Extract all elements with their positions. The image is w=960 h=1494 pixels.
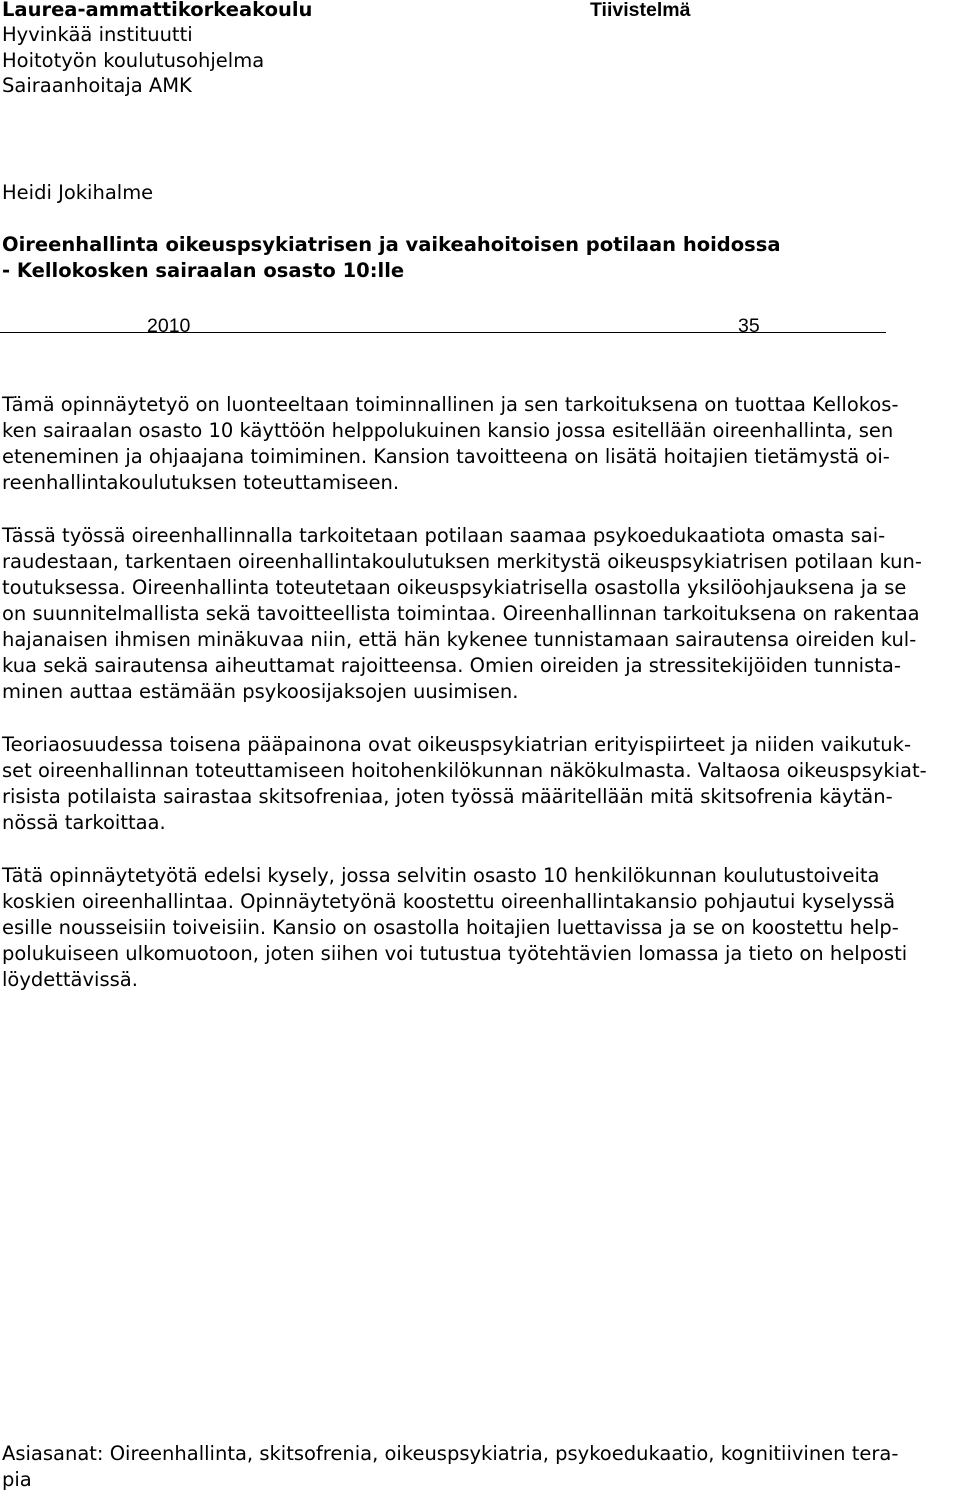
abstract-p2-line: Tässä työssä oireenhallinnalla tarkoitetaan potilaan saamaa psykoedukaatiota omasta sai- bbox=[2, 524, 886, 547]
abstract-p2-line: minen auttaa estämään psykoosijaksojen uusimisen. bbox=[2, 680, 519, 703]
abstract-p4-line: polukuiseen ulkomuotoon, joten siihen voi tutustua työtehtävien lomassa ja tieto on helposti bbox=[2, 942, 908, 965]
author-name: Heidi Jokihalme bbox=[2, 181, 154, 204]
abstract-p3-line: nössä tarkoittaa. bbox=[2, 811, 166, 834]
publication-year: 2010 bbox=[147, 315, 191, 337]
abstract-p1-line: ken sairaalan osasto 10 käyttöön helppolukuinen kansio jossa esitellään oireenhallinta, sen bbox=[2, 419, 894, 442]
degree-name: Sairaanhoitaja AMK bbox=[2, 74, 192, 97]
abstract-p2-line: hajanaisen ihmisen minäkuvaa niin, että hän kykenee tunnistamaan sairautensa oireiden kul- bbox=[2, 628, 917, 651]
abstract-p3-line: Teoriaosuudessa toisena pääpainona ovat oikeuspsykiatrian erityispiirteet ja niiden vaikutuk- bbox=[2, 733, 911, 756]
abstract-p3-line: risista potilaista sairastaa skitsofreniaa, joten työssä määritellään mitä skitsofrenia käytän- bbox=[2, 785, 893, 808]
abstract-p1-line: Tämä opinnäytetyö on luonteeltaan toiminnallinen ja sen tarkoituksena on tuottaa Kellokos- bbox=[2, 393, 899, 416]
abstract-p1-line: eteneminen ja ohjaajana toimiminen. Kansion tavoitteena on lisätä hoitajien tietämystä oi- bbox=[2, 445, 890, 468]
keywords-line-2: pia bbox=[2, 1468, 32, 1491]
abstract-p2-line: raudestaan, tarkentaen oireenhallintakoulutuksen merkitystä oikeuspsykiatrisen potilaan kun- bbox=[2, 550, 922, 573]
keywords-line-1: Asiasanat: Oireenhallinta, skitsofrenia, oikeuspsykiatria, psykoedukaatio, kognitiivinen tera- bbox=[2, 1442, 899, 1465]
thesis-title-line-2: - Kellokosken sairaalan osasto 10:lle bbox=[2, 259, 405, 282]
abstract-p1-line: reenhallintakoulutuksen toteuttamiseen. bbox=[2, 471, 400, 494]
abstract-p4-line: koskien oireenhallintaa. Opinnäytetyönä koostettu oireenhallintakansio pohjautui kyselyssä bbox=[2, 890, 896, 913]
document-type: Tiivistelmä bbox=[590, 0, 691, 21]
institution-name: Laurea-ammattikorkeakoulu bbox=[2, 0, 313, 21]
abstract-p4-line: löydettävissä. bbox=[2, 968, 138, 991]
abstract-p2-line: on suunnitelmallista sekä tavoitteellista toimintaa. Oireenhallinnan tarkoituksena on rakentaa bbox=[2, 602, 920, 625]
page-count: 35 bbox=[738, 315, 760, 337]
unit-name: Hyvinkää instituutti bbox=[2, 23, 193, 46]
abstract-p4-line: esille nousseisiin toiveisiin. Kansio on osastolla hoitajien luettavissa ja se on koostettu help- bbox=[2, 916, 899, 939]
thesis-title-line-1: Oireenhallinta oikeuspsykiatrisen ja vaikeahoitoisen potilaan hoidossa bbox=[2, 233, 781, 256]
abstract-p2-line: kua sekä sairautensa aiheuttamat rajoitteensa. Omien oireiden ja stressitekijöiden tunnista- bbox=[2, 654, 901, 677]
divider-line bbox=[0, 332, 886, 333]
abstract-p2-line: toutuksessa. Oireenhallinta toteutetaan oikeuspsykiatrisella osastolla yksilöohjauksena ja se bbox=[2, 576, 907, 599]
abstract-p3-line: set oireenhallinnan toteuttamiseen hoitohenkilökunnan näkökulmasta. Valtaosa oikeuspsykiat- bbox=[2, 759, 927, 782]
program-name: Hoitotyön koulutusohjelma bbox=[2, 49, 265, 72]
abstract-p4-line: Tätä opinnäytetyötä edelsi kysely, jossa selvitin osasto 10 henkilökunnan koulutustoiveita bbox=[2, 864, 880, 887]
